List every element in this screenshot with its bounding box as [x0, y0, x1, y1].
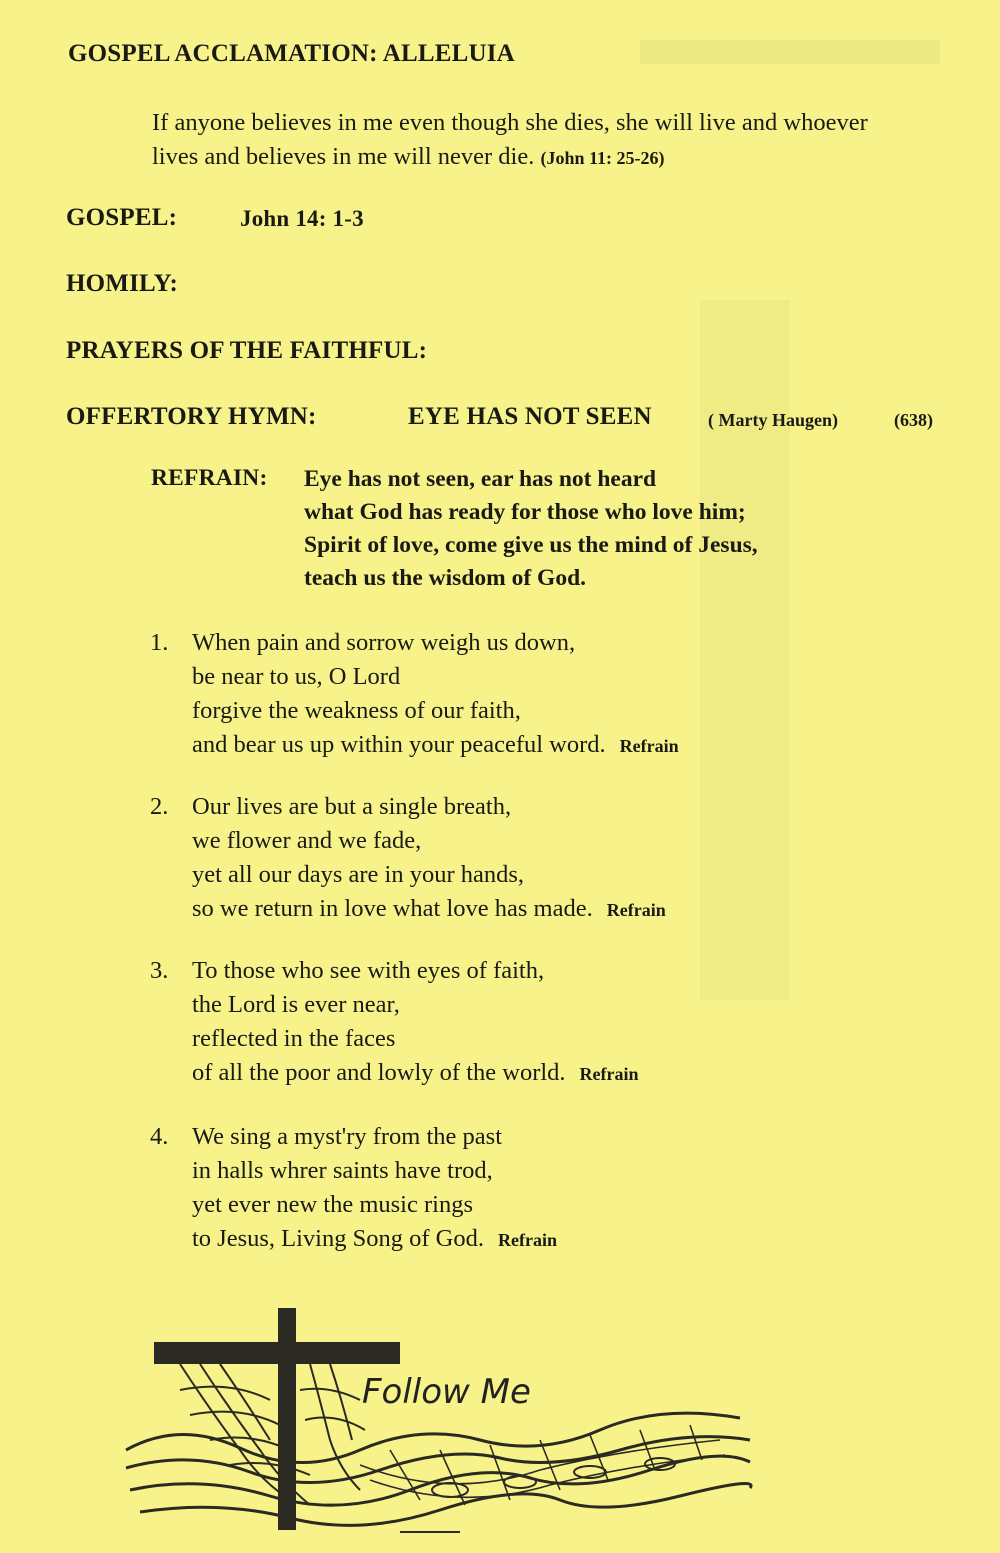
verse-line: we flower and we fade,: [192, 827, 422, 854]
cross-vertical-beam: [278, 1308, 296, 1530]
offertory-heading: OFFERTORY HYMN:: [66, 403, 317, 430]
acclamation-heading: GOSPEL ACCLAMATION: ALLELUIA: [68, 40, 515, 67]
verse-line: so we return in love what love has made. Refrain: [192, 895, 666, 922]
homily-heading: HOMILY:: [66, 270, 179, 297]
acclamation-verse: [152, 106, 868, 175]
verse-line: 4. We sing a myst'ry from the past: [150, 1120, 557, 1154]
acclamation-line-2: lives and believes in me will never die. (John 11: 25-26): [152, 143, 665, 170]
hymn-number: (638): [894, 410, 933, 430]
acclamation-line-1: If anyone believes in me even though she dies, she will live and whoever: [152, 109, 868, 136]
verse-line: yet ever new the music rings: [192, 1191, 473, 1218]
verse-number: 2.: [150, 793, 169, 820]
show-through-texture-2: [700, 300, 790, 1000]
prayers-heading: PRAYERS OF THE FAITHFUL:: [66, 337, 428, 364]
verse-number: 1.: [150, 629, 169, 656]
cross-horizontal-beam: [154, 1342, 400, 1364]
refrain-line: Eye has not seen, ear has not heard: [304, 466, 657, 492]
refrain-marker: Refrain: [606, 900, 666, 920]
verse-4: [150, 1120, 557, 1257]
verse-line: 2. Our lives are but a single breath,: [150, 790, 666, 824]
verse-line: in halls whrer saints have trod,: [192, 1157, 493, 1184]
verse-line: the Lord is ever near,: [192, 991, 400, 1018]
verse-line: reflected in the faces: [192, 1025, 396, 1052]
refrain-marker: Refrain: [497, 1230, 557, 1250]
verse-number: 4.: [150, 1123, 169, 1150]
verse-line: yet all our days are in your hands,: [192, 861, 525, 888]
show-through-texture: [640, 40, 940, 64]
fish-icon: [432, 1458, 675, 1497]
refrain-line: Spirit of love, come give us the mind of Jesus,: [304, 532, 758, 558]
verse-line: 1. When pain and sorrow weigh us down,: [150, 626, 679, 660]
verse-line: 3. To those who see with eyes of faith,: [150, 954, 639, 988]
verse-line: to Jesus, Living Song of God. Refrain: [192, 1225, 557, 1252]
refrain-marker: Refrain: [619, 736, 679, 756]
hymn-composer: ( Marty Haugen): [708, 410, 838, 430]
verse-number: 3.: [150, 957, 169, 984]
gospel-reference: John 14: 1-3: [240, 206, 364, 231]
refrain-label: REFRAIN:: [151, 465, 268, 491]
verse-2: [150, 790, 666, 927]
verse-line: be near to us, O Lord: [192, 663, 401, 690]
cross-and-net-illustration: [120, 1300, 760, 1540]
verse-3: [150, 954, 639, 1091]
refrain-text: [304, 463, 758, 595]
verse-1: [150, 626, 679, 763]
refrain-line: teach us the wisdom of God.: [304, 565, 587, 591]
acclamation-citation: (John 11: 25-26): [540, 148, 665, 168]
verse-line: of all the poor and lowly of the world. Refrain: [192, 1059, 639, 1086]
hymn-title: EYE HAS NOT SEEN: [408, 403, 652, 430]
verse-line: and bear us up within your peaceful word. Refrain: [192, 731, 679, 758]
gospel-heading: GOSPEL:: [66, 204, 178, 231]
refrain-line: what God has ready for those who love him;: [304, 499, 746, 525]
artwork-caption: Follow Me: [362, 1372, 531, 1412]
verse-line: forgive the weakness of our faith,: [192, 697, 521, 724]
refrain-marker: Refrain: [579, 1064, 639, 1084]
